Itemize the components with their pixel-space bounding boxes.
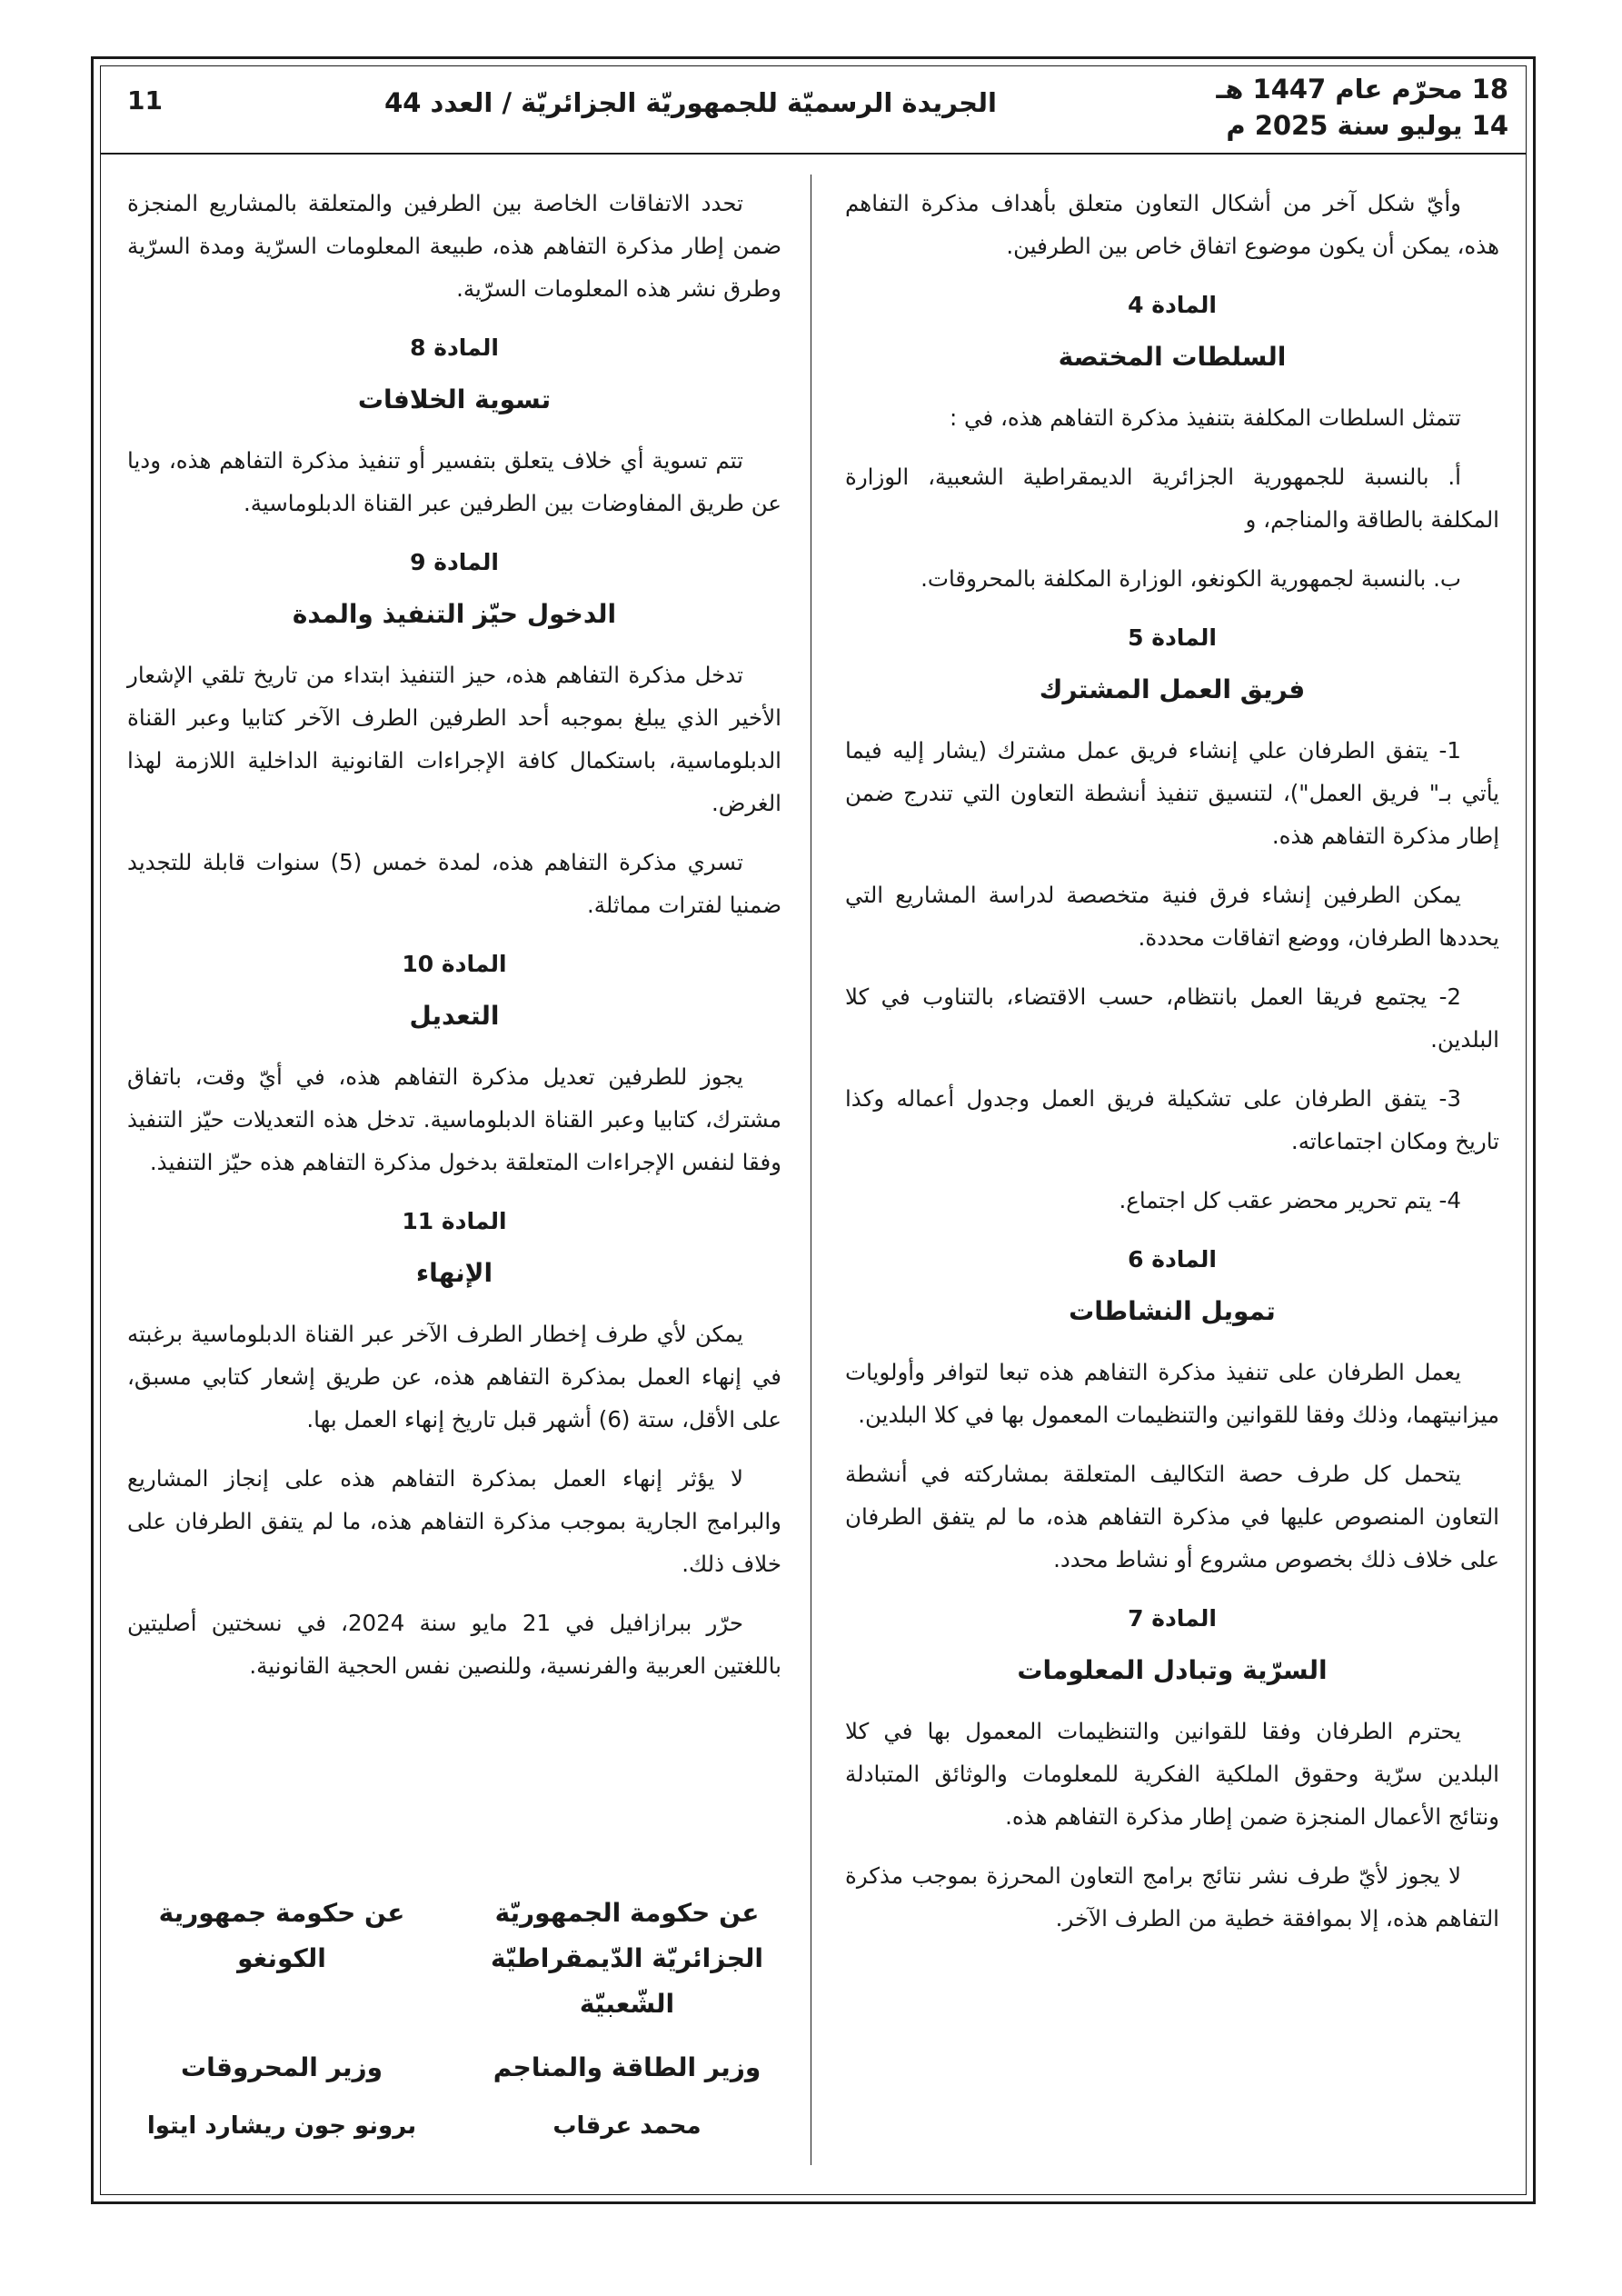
paragraph: تتم تسوية أي خلاف يتعلق بتفسير أو تنفيذ مذكرة التفاهم هذه، وديا عن طريق المفاوضات بين الطرفين عبر القناة الدبلوماسية. xyxy=(127,447,781,516)
paragraph: ب. بالنسبة لجمهورية الكونغو، الوزارة المكلفة بالمحروقات. xyxy=(920,565,1461,592)
gazette-header xyxy=(100,65,1527,155)
paragraph: يمكن الطرفين إنشاء فرق فنية متخصصة لدراسة المشاريع التي يحددها الطرفان، ووضع اتفاقات محددة. xyxy=(845,882,1499,951)
paragraph: تسري مذكرة التفاهم هذه، لمدة خمس (5) سنوات قابلة للتجديد ضمنيا لفترات مماثلة. xyxy=(127,849,781,918)
article-8-title: تسوية الخلافات xyxy=(357,384,552,414)
article-10-title: التعديل xyxy=(409,1001,500,1031)
article-10-label: المادة 10 xyxy=(402,951,507,977)
paragraph: تحدد الاتفاقات الخاصة بين الطرفين والمتعلقة بالمشاريع المنجزة ضمن إطار مذكرة التفاهم هذه، طبيعة المعلومات السرّية ومدة السرّية وطرق نشر هذه المعلومات السرّية. xyxy=(127,190,781,302)
signatory-name: برونو جون ريشارد ايتوا xyxy=(146,2112,417,2140)
gregorian-date: 14 يوليو سنة 2025 م xyxy=(1226,110,1508,141)
signatory-name: محمد عرقاب xyxy=(552,2112,702,2140)
article-9-label: المادة 9 xyxy=(410,549,499,575)
paragraph: 2- يجتمع فريقا العمل بانتظام، حسب الاقتضاء، بالتناوب في كلا البلدين. xyxy=(845,983,1499,1053)
article-11-label: المادة 11 xyxy=(402,1208,507,1234)
article-6-title: تمويل النشاطات xyxy=(1069,1296,1276,1326)
article-7-title: السرّية وتبادل المعلومات xyxy=(1017,1655,1328,1685)
paragraph: 1- يتفق الطرفان علي إنشاء فريق عمل مشترك (يشار إليه فيما يأتي بـ" فريق العمل")، لتنسيق تنفيذ أنشطة التعاون التي تندرج ضمن إطار مذكرة التفاهم هذه. xyxy=(845,737,1499,849)
signatory-government: عن حكومة جمهورية الكونغو xyxy=(158,1898,405,1973)
paragraph: يجوز للطرفين تعديل مذكرة التفاهم هذه، في أيّ وقت، باتفاق مشترك، كتابيا وعبر القناة الدبلوماسية. تدخل هذه التعديلات حيّز التنفيذ وفقا لنفس الإجراءات المتعلقة بدخول مذكرة التفاهم هذه حيّز التنفيذ. xyxy=(127,1063,781,1175)
signatory-government: عن حكومة الجمهوريّة الجزائريّة الدّيمقراطيّة الشّعبيّة xyxy=(490,1898,763,2019)
left-column xyxy=(127,182,781,1703)
right-column xyxy=(845,182,1499,1956)
article-8-label: المادة 8 xyxy=(410,334,499,361)
article-4-title: السلطات المختصة xyxy=(1058,342,1287,372)
header-dates xyxy=(1216,71,1508,144)
paragraph: يحترم الطرفان وفقا للقوانين والتنظيمات المعمول بها في كلا البلدين سرّية وحقوق الملكية الفكرية للمعلومات والوثائق المتبادلة ونتائج الأعمال المنجزة ضمن إطار مذكرة التفاهم هذه. xyxy=(845,1718,1499,1830)
signatory-title: وزير الطاقة والمناجم xyxy=(493,2052,761,2082)
paragraph: تدخل مذكرة التفاهم هذه، حيز التنفيذ ابتداء من تاريخ تلقي الإشعار الأخير الذي يبلغ بموجبه أحد الطرفين الطرف الآخر كتابيا وعبر القناة الدبلوماسية، باستكمال كافة الإجراءات القانونية الداخلية اللازمة لهذا الغرض. xyxy=(127,662,781,816)
paragraph: تتمثل السلطات المكلفة بتنفيذ مذكرة التفاهم هذه، في : xyxy=(949,404,1461,431)
signature-algeria xyxy=(473,1891,781,2140)
article-6-label: المادة 6 xyxy=(1128,1246,1217,1273)
page-number: 11 xyxy=(127,85,163,115)
article-5-title: فريق العمل المشترك xyxy=(1039,674,1306,704)
paragraph: يمكن لأي طرف إخطار الطرف الآخر عبر القناة الدبلوماسية برغبته في إنهاء العمل بمذكرة التفاهم هذه، عن طريق إشعار كتابي مسبق، على الأقل، ستة (6) أشهر قبل تاريخ إنهاء العمل بها. xyxy=(127,1321,781,1433)
article-11-title: الإنهاء xyxy=(415,1258,493,1288)
paragraph: لا يجوز لأيّ طرف نشر نتائج برامج التعاون المحرزة بموجب مذكرة التفاهم هذه، إلا بموافقة خطية من الطرف الآخر. xyxy=(845,1862,1499,1932)
paragraph: وأيّ شكل آخر من أشكال التعاون متعلق بأهداف مذكرة التفاهم هذه، يمكن أن يكون موضوع اتفاق خاص بين الطرفين. xyxy=(845,190,1499,259)
paragraph: 4- يتم تحرير محضر عقب كل اجتماع. xyxy=(1119,1187,1461,1213)
closing-paragraph: حرّر ببرازافيل في 21 مايو سنة 2024، في نسختين أصليتين باللغتين العربية والفرنسية، وللنصين نفس الحجية القانونية. xyxy=(127,1610,781,1679)
article-9-title: الدخول حيّز التنفيذ والمدة xyxy=(292,599,617,629)
article-5-label: المادة 5 xyxy=(1128,624,1217,651)
hijri-date: 18 محرّم عام 1447 هـ xyxy=(1216,74,1508,105)
article-7-label: المادة 7 xyxy=(1128,1605,1217,1632)
article-4-label: المادة 4 xyxy=(1128,292,1217,318)
paragraph: أ. بالنسبة للجمهورية الجزائرية الديمقراطية الشعبية، الوزارة المكلفة بالطاقة والمناجم، و xyxy=(845,464,1499,533)
paragraph: 3- يتفق الطرفان على تشكيلة فريق العمل وجدول أعماله وكذا تاريخ ومكان اجتماعاته. xyxy=(845,1085,1499,1154)
paragraph: يعمل الطرفان على تنفيذ مذكرة التفاهم هذه تبعا لتوافر وأولويات ميزانيتهما، وذلك وفقا للقوانين والتنظيمات المعمول بها في كلا البلدين. xyxy=(845,1359,1499,1428)
paragraph: يتحمل كل طرف حصة التكاليف المتعلقة بمشاركته في أنشطة التعاون المنصوص عليها في مذكرة التفاهم هذه، ما لم يتفق الطرفان على خلاف ذلك بخصوص مشروع أو نشاط محدد. xyxy=(845,1461,1499,1572)
gazette-title: الجريدة الرسميّة للجمهوريّة الجزائريّة / العدد 44 xyxy=(384,87,997,118)
signature-congo xyxy=(127,1891,436,2140)
paragraph: لا يؤثر إنهاء العمل بمذكرة التفاهم هذه على إنجاز المشاريع والبرامج الجارية بموجب مذكرة التفاهم هذه، ما لم يتفق الطرفان على خلاف ذلك. xyxy=(127,1465,781,1577)
signatory-title: وزير المحروقات xyxy=(180,2052,383,2082)
